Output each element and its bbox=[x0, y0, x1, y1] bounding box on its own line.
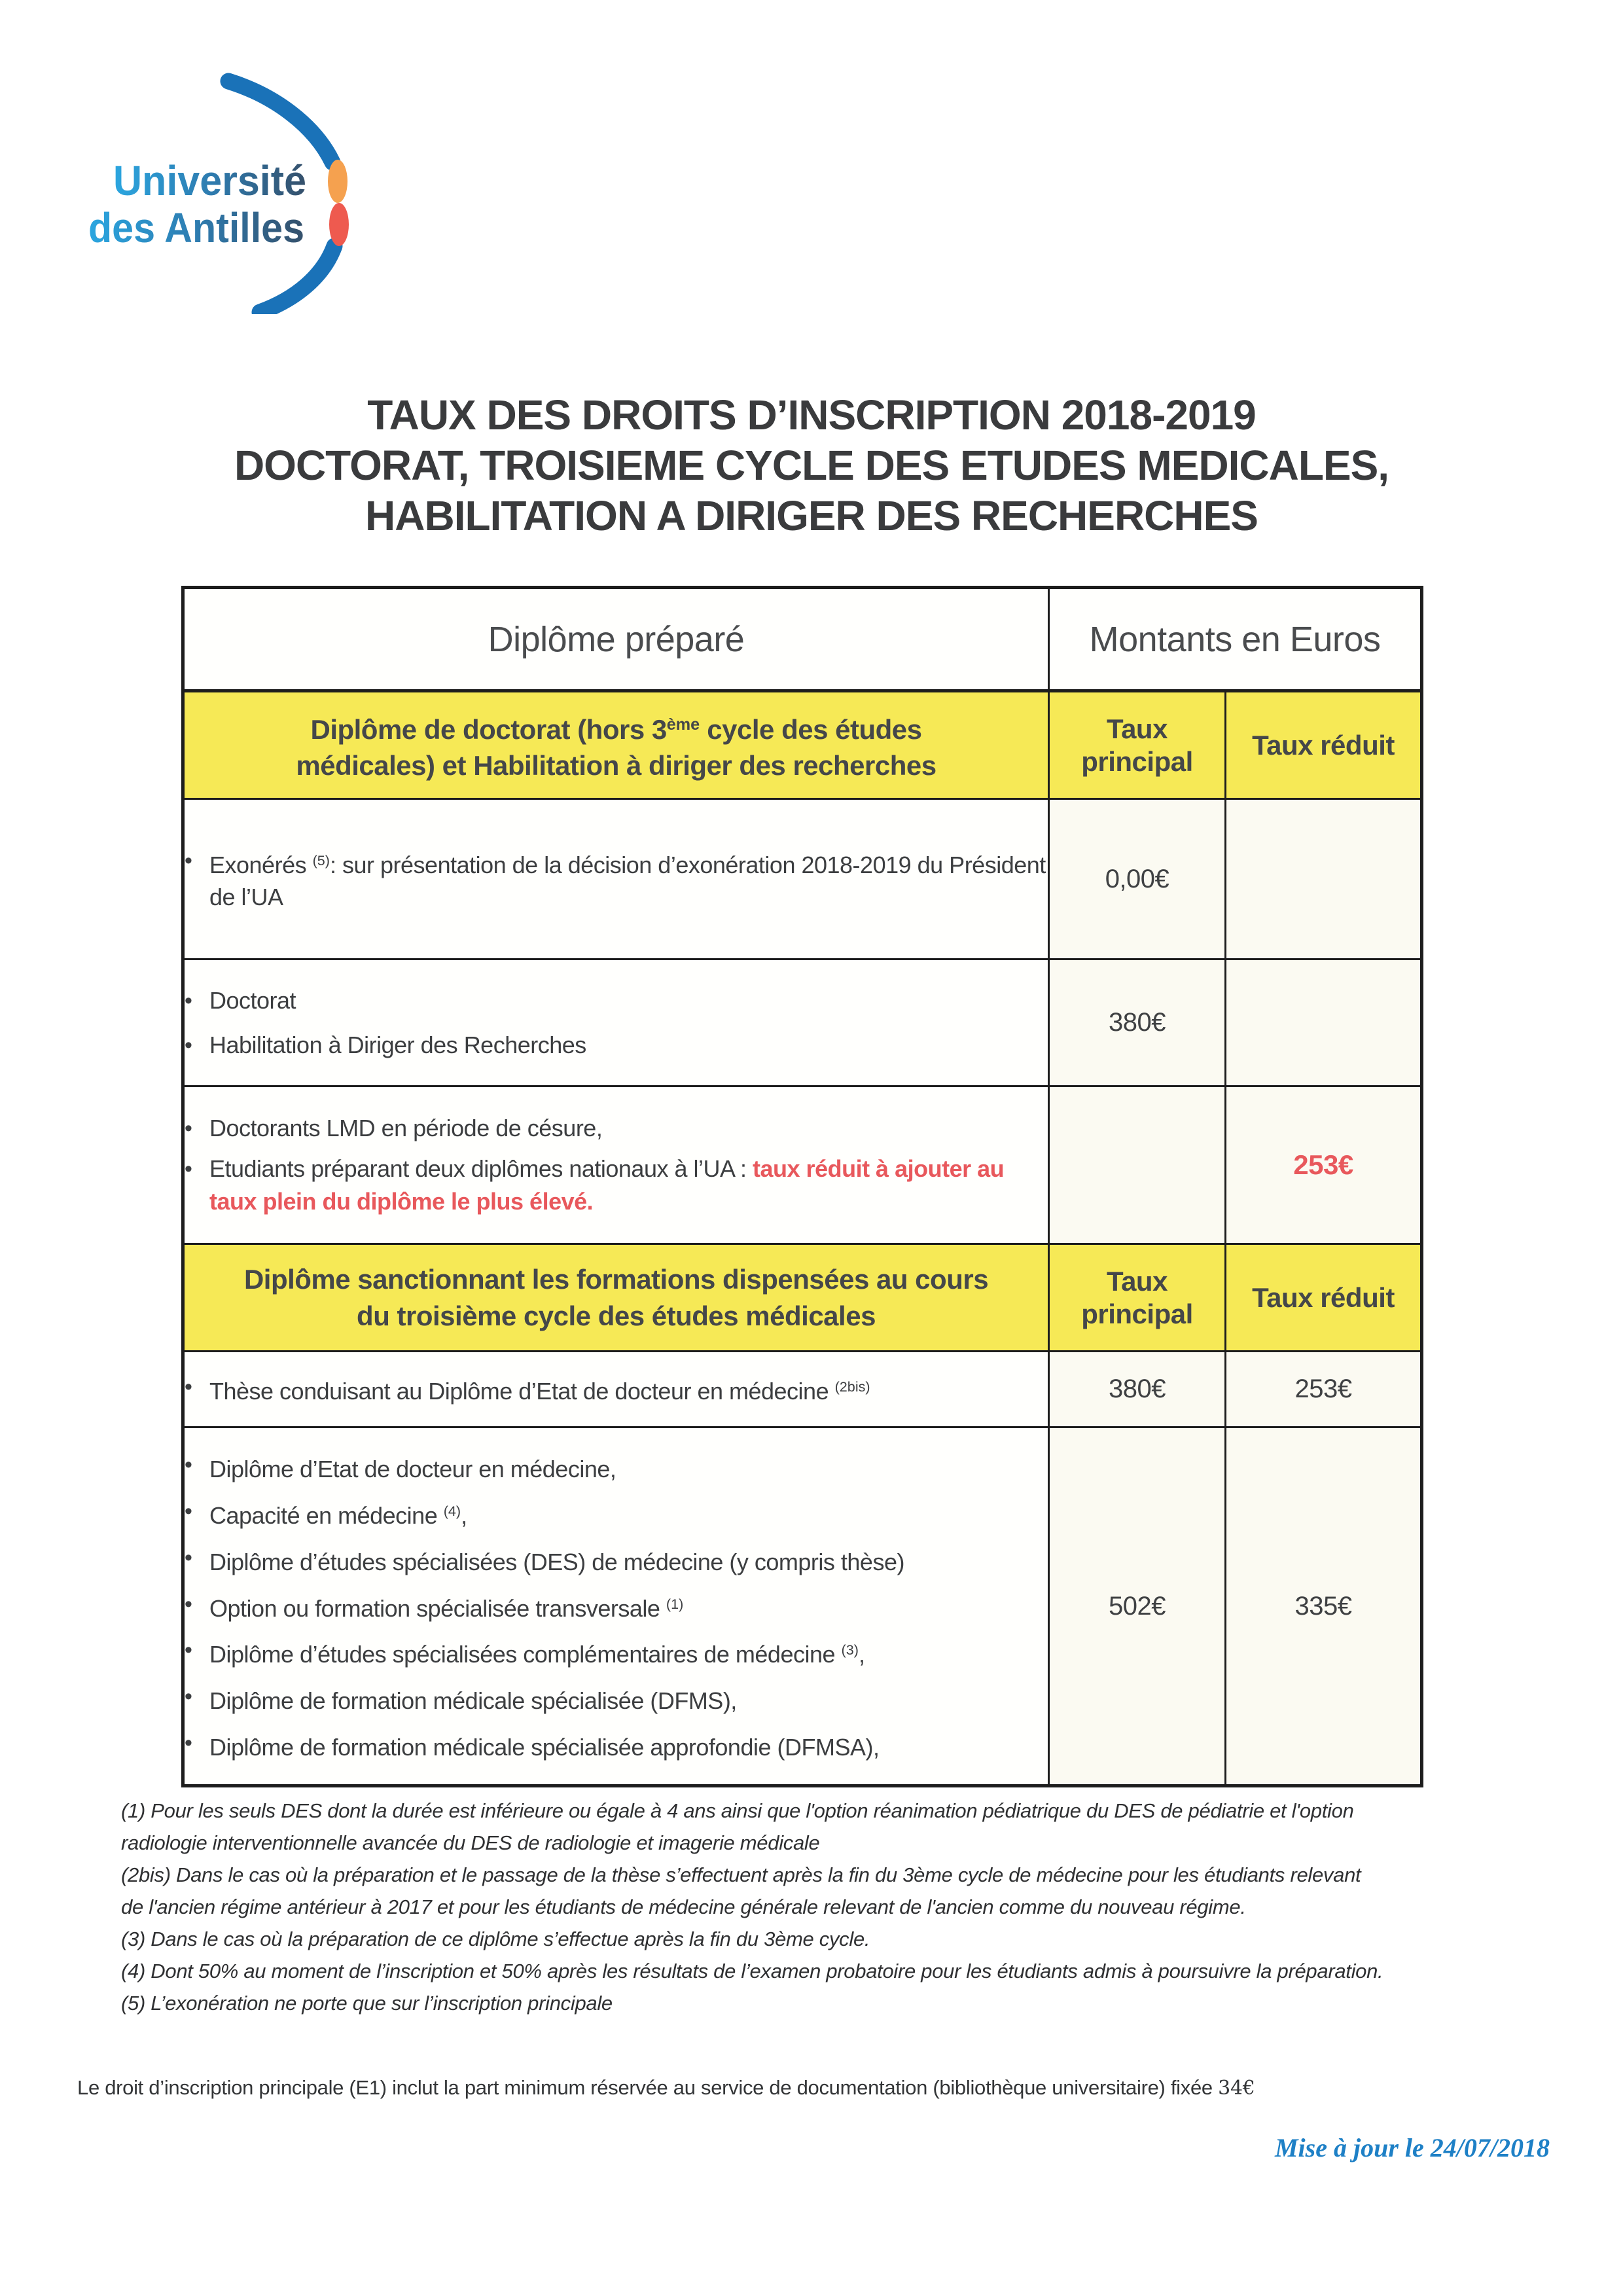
doctorat-taux-reduit bbox=[1226, 960, 1422, 1086]
footnote-line-5: (3) Dans le cas où la préparation de ce diplôme s’effectue après la fin du 3ème cycle. bbox=[121, 1928, 870, 1950]
bullet-icon: • bbox=[185, 848, 192, 873]
table-header-row bbox=[183, 588, 1422, 691]
logo-orange-dot-icon bbox=[328, 160, 348, 203]
section-doctorat-title bbox=[183, 691, 1049, 799]
medecine-bullet-2-post: , bbox=[461, 1501, 467, 1529]
exoneres-taux-reduit bbox=[1226, 799, 1422, 960]
medecine-bullet-4: Option ou formation spécialisée transversale bbox=[209, 1594, 666, 1622]
exoneres-post: : sur présentation de la décision d’exonération 2018-2019 du Président de l’UA bbox=[209, 851, 1046, 911]
medecine-bullet-4-sup: (1) bbox=[666, 1595, 684, 1612]
section-doctorat-sup: ème bbox=[666, 715, 700, 734]
these-label-cell bbox=[183, 1352, 1049, 1427]
cesure-bullet: Doctorants LMD en période de césure, bbox=[209, 1115, 603, 1141]
exoneres-taux-principal: 0,00€ bbox=[1049, 799, 1226, 960]
medecine-bullet-5-sup: (3) bbox=[841, 1641, 859, 1659]
doctorat-label-cell bbox=[183, 960, 1049, 1086]
bullet-icon: • bbox=[185, 1374, 192, 1400]
row-these bbox=[183, 1352, 1422, 1427]
medecine-bullet-3: Diplôme d’études spécialisées (DES) de médecine (y compris thèse) bbox=[209, 1548, 904, 1575]
title-line-2: DOCTORAT, TROISIEME CYCLE DES ETUDES MEDICALES, bbox=[234, 442, 1389, 489]
these-pre: Thèse conduisant au Diplôme d’Etat de docteur en médecine bbox=[209, 1377, 835, 1405]
medecine-label-cell bbox=[183, 1427, 1049, 1786]
medecine-taux-principal: 502€ bbox=[1049, 1427, 1226, 1786]
row-medecine bbox=[183, 1427, 1422, 1786]
library-fee-note-text: Le droit d’inscription principale (E1) inclut la part minimum réservée au service de documentation (bibliothèque universitaire) fixée bbox=[77, 2076, 1219, 2099]
medecine-bullet-5-post: , bbox=[858, 1641, 865, 1668]
medecine-bullet-2-sup: (4) bbox=[443, 1502, 461, 1519]
document-title bbox=[0, 390, 1623, 541]
logo-red-dot-icon bbox=[329, 203, 349, 246]
bullet-icon: • bbox=[185, 1498, 192, 1524]
logo-arc-bottom-icon bbox=[260, 246, 334, 312]
bullet-icon: • bbox=[185, 1452, 192, 1477]
bullet-icon: • bbox=[185, 988, 192, 1013]
fees-table bbox=[181, 586, 1423, 1787]
bullet-icon: • bbox=[185, 1545, 192, 1570]
title-line-1: TAUX DES DROITS D’INSCRIPTION 2018-2019 bbox=[367, 391, 1256, 439]
library-fee-note bbox=[77, 2076, 1255, 2100]
footnote-line-2: radiologie interventionnelle avancée du DES de radiologie et imagerie médicale bbox=[121, 1831, 820, 1854]
medecine-bullet-5: Diplôme d’études spécialisées complémentaires de médecine bbox=[209, 1641, 842, 1668]
doctorat-taux-principal: 380€ bbox=[1049, 960, 1226, 1086]
doctorat-bullet: Doctorat bbox=[209, 986, 296, 1014]
row-exoneres bbox=[183, 799, 1422, 960]
section-medical-taux-reduit: Taux réduit bbox=[1226, 1244, 1422, 1352]
exoneres-pre: Exonérés bbox=[209, 851, 313, 878]
section-doctorat-pre: Diplôme de doctorat (hors 3 bbox=[310, 713, 667, 745]
footnotes bbox=[121, 1795, 1587, 2019]
footnote-line-6: (4) Dont 50% au moment de l’inscription et 50% après les résultats de l’examen probatoire pour les étudiants admis à poursuivre la préparation. bbox=[121, 1960, 1383, 1982]
logo-text-line1: Université bbox=[113, 157, 306, 204]
medecine-bullet-2: Capacité en médecine bbox=[209, 1501, 444, 1529]
these-taux-reduit: 253€ bbox=[1226, 1352, 1422, 1427]
these-sup: (2bis) bbox=[834, 1378, 870, 1395]
row-doctorat-hdr bbox=[183, 960, 1422, 1086]
bullet-icon: • bbox=[185, 1684, 192, 1710]
medecine-bullet-6: Diplôme de formation médicale spécialisée (DFMS), bbox=[209, 1687, 737, 1715]
footnote-line-7: (5) L’exonération ne porte que sur l’inscription principale bbox=[121, 1992, 613, 2015]
header-diplome-prepare: Diplôme préparé bbox=[183, 588, 1049, 691]
title-line-3: HABILITATION A DIRIGER DES RECHERCHES bbox=[365, 492, 1258, 539]
university-logo bbox=[65, 52, 393, 314]
footnote-line-3: (2bis) Dans le cas où la préparation et le passage de la thèse s’effectuent après la fin du 3ème cycle de médecine pour les étudiants relevant bbox=[121, 1863, 1361, 1886]
section-medical-title: Diplôme sanctionnant les formations dispensées au cours du troisième cycle des études médicales bbox=[183, 1244, 1049, 1352]
deux-diplomes-red-note: taux réduit à ajouter au taux plein du diplôme le plus élevé. bbox=[209, 1155, 1005, 1215]
section-doctorat-post: cycle des études médicales) et Habilitation à diriger des recherches bbox=[296, 713, 936, 781]
row-cesure bbox=[183, 1086, 1422, 1244]
logo-arc-top-icon bbox=[228, 81, 332, 162]
bullet-icon: • bbox=[185, 1731, 192, 1756]
medecine-bullet-1: Diplôme d’Etat de docteur en médecine, bbox=[209, 1455, 616, 1482]
exoneres-sup: (5) bbox=[312, 852, 330, 869]
hdr-bullet: Habilitation à Diriger des Recherches bbox=[209, 1031, 586, 1058]
bullet-icon: • bbox=[185, 1116, 192, 1141]
cesure-taux-principal bbox=[1049, 1086, 1226, 1244]
update-date: Mise à jour le 24/07/2018 bbox=[1274, 2133, 1550, 2162]
bullet-icon: • bbox=[185, 1157, 192, 1181]
medecine-taux-reduit: 335€ bbox=[1226, 1427, 1422, 1786]
bullet-icon: • bbox=[185, 1591, 192, 1617]
bullet-icon: • bbox=[185, 1032, 192, 1058]
header-montants-en-euros: Montants en Euros bbox=[1049, 588, 1422, 691]
deux-diplomes-pre: Etudiants préparant deux diplômes nationaux à l’UA : bbox=[209, 1155, 753, 1182]
section-medical-row bbox=[183, 1244, 1422, 1352]
section-medical-taux-principal: Taux principal bbox=[1049, 1244, 1226, 1352]
footnote-line-4: de l'ancien régime antérieur à 2017 et pour les étudiants de médecine générale relevant de l'ancien comme du nouveau régime. bbox=[121, 1895, 1246, 1918]
library-fee-amount: 34€ bbox=[1218, 2077, 1255, 2100]
cesure-label-cell bbox=[183, 1086, 1049, 1244]
logo-text-line2: des Antilles bbox=[88, 204, 304, 251]
cesure-taux-reduit: 253€ bbox=[1226, 1086, 1422, 1244]
section-doctorat-row bbox=[183, 691, 1422, 799]
section-doctorat-taux-reduit: Taux réduit bbox=[1226, 691, 1422, 799]
section-doctorat-taux-principal: Taux principal bbox=[1049, 691, 1226, 799]
exoneres-label-cell bbox=[183, 799, 1049, 960]
bullet-icon: • bbox=[185, 1638, 192, 1663]
footnote-line-1: (1) Pour les seuls DES dont la durée est inférieure ou égale à 4 ans ainsi que l'option réanimation pédiatrique du DES de pédiatrie et l'option bbox=[121, 1799, 1354, 1822]
medecine-bullet-7: Diplôme de formation médicale spécialisée approfondie (DFMSA), bbox=[209, 1734, 880, 1761]
these-taux-principal: 380€ bbox=[1049, 1352, 1226, 1427]
